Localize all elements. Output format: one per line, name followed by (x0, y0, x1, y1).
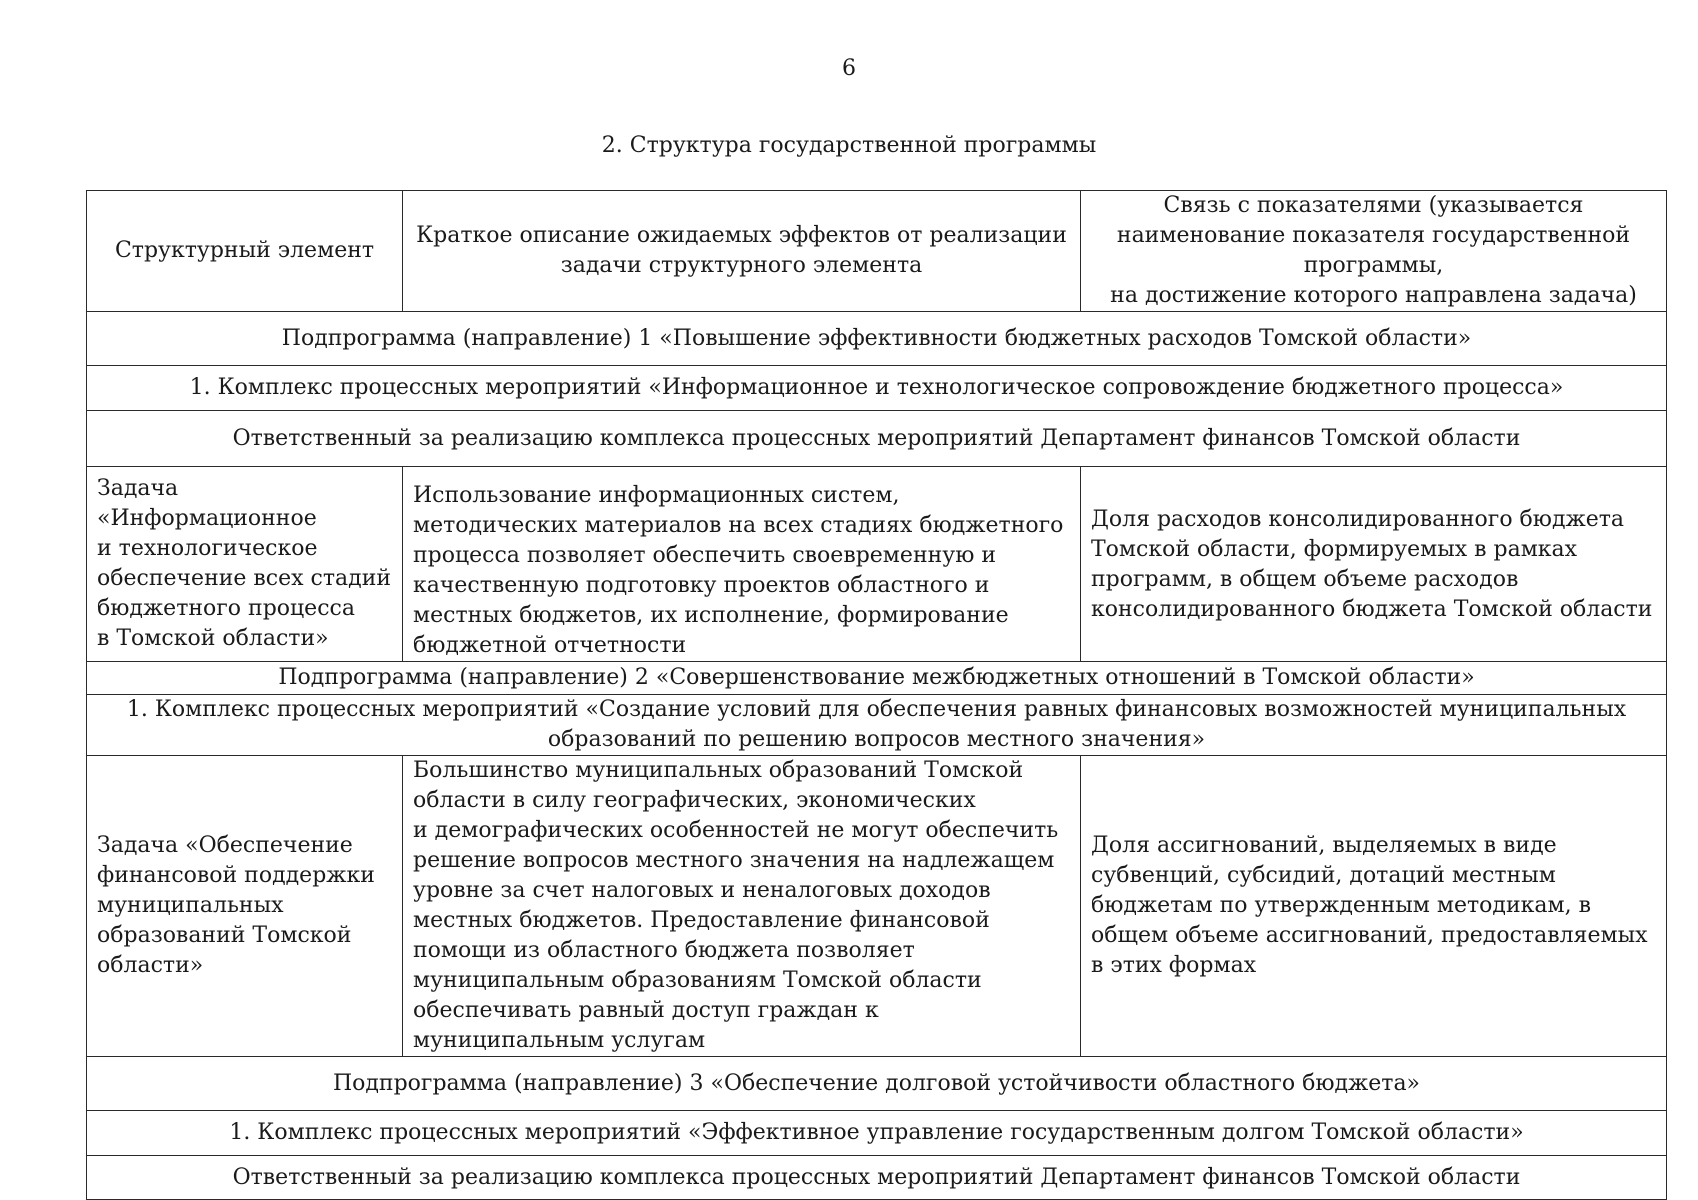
header-expected-effects: Краткое описание ожидаемых эффектов от реализации задачи структурного элемента (403, 191, 1081, 312)
subprogram-1-complex: 1. Комплекс процессных мероприятий «Информационное и технологическое сопровождение бюджетного процесса» (87, 366, 1667, 411)
subprogram-1-complex-row (87, 366, 1667, 411)
subprogram-1-title: Подпрограмма (направление) 1 «Повышение эффективности бюджетных расходов Томской области» (87, 312, 1667, 366)
page-number: 6 (842, 56, 856, 81)
header-structural-element: Структурный элемент (87, 191, 403, 312)
header-indicator-link: Связь с показателями (указывается наименование показателя государственной программы, на достижение которого направлена задача) (1081, 191, 1667, 312)
task-2-indicator: Доля ассигнований, выделяемых в виде субвенций, субсидий, дотаций местным бюджетам по утвержденным методикам, в общем объеме ассигнований, предоставляемых в этих формах (1081, 756, 1667, 1057)
subprogram-3-responsible-row (87, 1156, 1667, 1200)
task-2-row (87, 756, 1667, 1057)
task-1-element: Задача «Информационное и технологическое обеспечение всех стадий бюджетного процесса в Томской области» (87, 467, 403, 662)
subprogram-1-responsible-row (87, 411, 1667, 467)
task-2-element: Задача «Обеспечение финансовой поддержки муниципальных образований Томской области» (87, 756, 403, 1057)
subprogram-3-title: Подпрограмма (направление) 3 «Обеспечение долговой устойчивости областного бюджета» (87, 1057, 1667, 1111)
subprogram-2-title: Подпрограмма (направление) 2 «Совершенствование межбюджетных отношений в Томской области» (87, 662, 1667, 695)
subprogram-3-complex-row (87, 1111, 1667, 1156)
subprogram-2-complex-row (87, 695, 1667, 756)
table-header-row (87, 191, 1667, 312)
section-title: 2. Структура государственной программы (601, 133, 1097, 158)
task-2-effect: Большинство муниципальных образований Томской области в силу географических, экономических и демографических особенностей не могут обеспечить решение вопросов местного значения на надлежащем уровне за счет налоговых и неналоговых доходов местных бюджетов. Предоставление финансовой помощи из областного бюджета позволяет муниципальным образованиям Томской области обеспечивать равный доступ граждан к муниципальным услугам (403, 756, 1081, 1057)
subprogram-3-complex: 1. Комплекс процессных мероприятий «Эффективное управление государственным долгом Томской области» (87, 1111, 1667, 1156)
task-1-indicator: Доля расходов консолидированного бюджета Томской области, формируемых в рамках программ, в общем объеме расходов консолидированного бюджета Томской области (1081, 467, 1667, 662)
subprogram-1-row (87, 312, 1667, 366)
subprogram-3-row (87, 1057, 1667, 1111)
task-1-row (87, 467, 1667, 662)
subprogram-1-responsible: Ответственный за реализацию комплекса процессных мероприятий Департамент финансов Томской области (87, 411, 1667, 467)
task-1-effect: Использование информационных систем, методических материалов на всех стадиях бюджетного процесса позволяет обеспечить своевременную и качественную подготовку проектов областного и местных бюджетов, их исполнение, формирование бюджетной отчетности (403, 467, 1081, 662)
subprogram-2-complex: 1. Комплекс процессных мероприятий «Создание условий для обеспечения равных финансовых возможностей муниципальных образований по решению вопросов местного значения» (87, 695, 1667, 756)
subprogram-2-row (87, 662, 1667, 695)
subprogram-3-responsible: Ответственный за реализацию комплекса процессных мероприятий Департамент финансов Томской области (87, 1156, 1667, 1200)
structure-table (86, 190, 1667, 1200)
